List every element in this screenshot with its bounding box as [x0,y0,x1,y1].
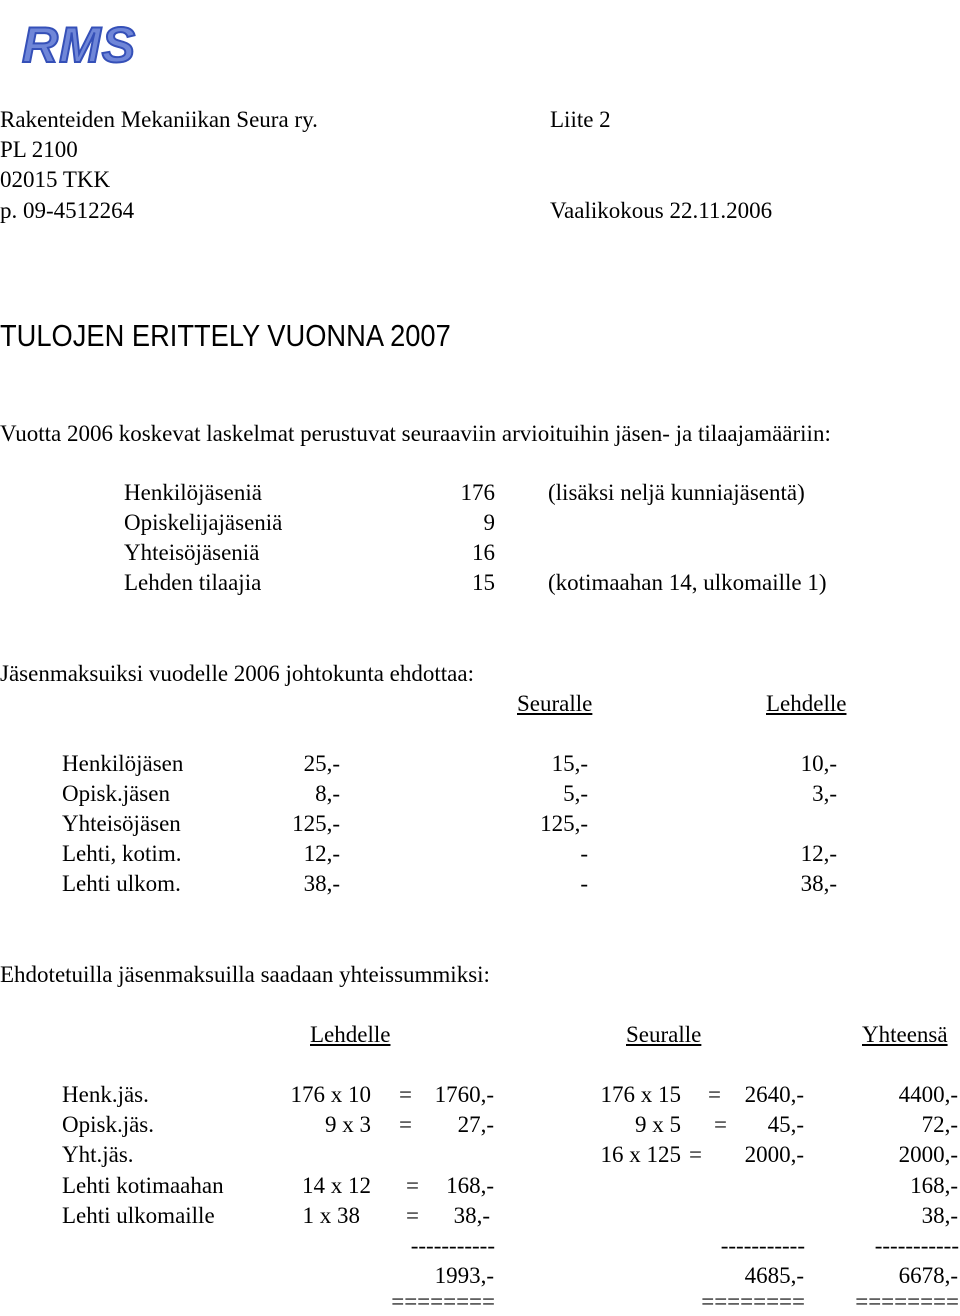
member-count: 16 [472,540,495,565]
rms-logo [18,14,168,76]
intro-text: Vuotta 2006 koskevat laskelmat perustuvat seuraaviin arvioituihin jäsen- ja tilaajamääriin: [0,421,831,446]
seura-equals: = [714,1112,727,1137]
double-line: ======== [855,1289,959,1314]
member-count: 15 [472,570,495,595]
totals-col-seuralle: Seuralle [626,1022,702,1047]
totals-col-yhteensa: Yhteensä [862,1022,948,1047]
double-line: ======== [701,1289,805,1314]
fee-lehdelle: 10,- [800,751,837,776]
fee-label: Opisk.jäsen [62,781,170,806]
member-note: (kotimaahan 14, ulkomaille 1) [548,570,827,595]
fee-total: 38,- [303,871,340,896]
fees-col-seuralle: Seuralle [517,691,593,716]
fee-seuralle: - [580,841,588,866]
seura-equals: = [708,1082,721,1107]
totals-col-lehdelle: Lehdelle [310,1022,391,1047]
member-count: 176 [460,480,495,505]
sum-yhteensa: 6678,- [898,1263,958,1288]
lehti-value: 1760,- [434,1082,494,1107]
member-label: Yhteisöjäseniä [124,540,260,565]
fee-lehdelle: 38,- [800,871,837,896]
seura-value: 45,- [767,1112,804,1137]
totals-label: Opisk.jäs. [62,1112,154,1137]
sum-seuralle: 4685,- [744,1263,804,1288]
row-total: 168,- [910,1173,958,1198]
row-total: 4400,- [898,1082,958,1107]
fee-label: Lehti ulkom. [62,871,181,896]
seura-calc: 9 x 5 [635,1112,681,1137]
dash-separator: ----------- [720,1233,805,1258]
row-total: 38,- [921,1203,958,1228]
attachment-label: Liite 2 [550,107,611,132]
lehti-equals: = [406,1173,419,1198]
lehti-value: 27,- [457,1112,494,1137]
lehti-calc: 9 x 3 [325,1112,371,1137]
totals-label: Henk.jäs. [62,1082,149,1107]
fees-heading: Jäsenmaksuiksi vuodelle 2006 johtokunta ehdottaa: [0,661,474,686]
lehti-calc: 14 x 12 [302,1173,371,1198]
member-label: Henkilöjäseniä [124,480,262,505]
fee-label: Lehti, kotim. [62,841,182,866]
fee-seuralle: 125,- [540,811,588,836]
lehti-calc: 176 x 10 [290,1082,371,1107]
lehti-calc: 1 x 38 [302,1203,360,1228]
row-total: 72,- [921,1112,958,1137]
fees-col-lehdelle: Lehdelle [766,691,847,716]
fee-lehdelle: 3,- [812,781,837,806]
fee-seuralle: 5,- [563,781,588,806]
member-note: (lisäksi neljä kunniajäsentä) [548,480,805,505]
sum-lehdelle: 1993,- [434,1263,494,1288]
org-name: Rakenteiden Mekaniikan Seura ry. [0,107,318,132]
lehti-value: 38,- [453,1203,490,1228]
fee-total: 125,- [292,811,340,836]
totals-label: Lehti kotimaahan [62,1173,224,1198]
fee-total: 25,- [303,751,340,776]
member-count: 9 [483,510,495,535]
totals-label: Lehti ulkomaille [62,1203,215,1228]
seura-value: 2000,- [744,1142,804,1167]
fee-label: Henkilöjäsen [62,751,184,776]
seura-value: 2640,- [744,1082,804,1107]
totals-heading: Ehdotetuilla jäsenmaksuilla saadaan yhteissummiksi: [0,962,490,987]
phone: p. 09-4512264 [0,198,135,223]
logo-text: RMS [22,17,137,73]
po-box: PL 2100 [0,137,78,162]
seura-equals: = [689,1142,702,1167]
double-line: ======== [391,1289,495,1314]
lehti-equals: = [399,1082,412,1107]
dash-separator: ----------- [874,1233,959,1258]
fee-label: Yhteisöjäsen [62,811,181,836]
fee-seuralle: 15,- [551,751,588,776]
seura-calc: 16 x 125 [600,1142,681,1167]
member-label: Lehden tilaajia [124,570,262,595]
fee-total: 8,- [315,781,340,806]
fee-seuralle: - [580,871,588,896]
postal-address: 02015 TKK [0,167,111,192]
lehti-equals: = [399,1112,412,1137]
meeting-date: Vaalikokous 22.11.2006 [550,198,773,223]
fee-lehdelle: 12,- [800,841,837,866]
lehti-value: 168,- [446,1173,494,1198]
fee-total: 12,- [303,841,340,866]
totals-label: Yht.jäs. [62,1142,134,1167]
member-label: Opiskelijajäseniä [124,510,283,535]
seura-calc: 176 x 15 [600,1082,681,1107]
dash-separator: ----------- [410,1233,495,1258]
row-total: 2000,- [898,1142,958,1167]
lehti-equals: = [406,1203,419,1228]
page-title: TULOJEN ERITTELY VUONNA 2007 [0,318,451,353]
